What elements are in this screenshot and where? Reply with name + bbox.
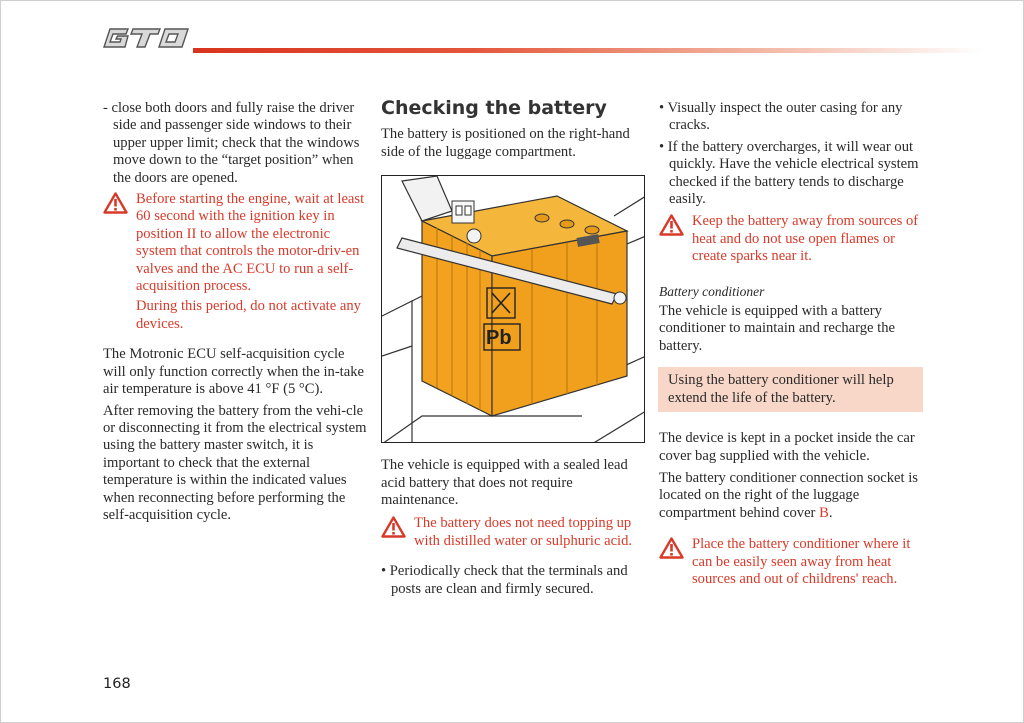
body-paragraph: The vehicle is equipped with a sealed lead acid battery that does not require maintenance. <box>381 457 628 509</box>
warning-notice <box>659 536 927 588</box>
warning-text: Before starting the engine, wait at least 60 second with the ignition key in position II to allow the electronic system that controls the motor-driv-en valves and the AC ECU to run a self-acquisition process. <box>136 191 365 295</box>
header-accent-line <box>193 48 983 53</box>
body-text: The battery conditioner connection socket is located on the right of the luggage compartment behind cover <box>659 469 918 521</box>
warning-text: Keep the battery away from sources of heat and do not use open flames or create sparks near it. <box>692 213 919 265</box>
warning-triangle-icon <box>381 516 406 538</box>
subheading: Battery conditioner <box>659 283 765 299</box>
column-left <box>103 100 368 524</box>
bullet-item: • If the battery overcharges, it will wear out quickly. Have the vehicle electrical system checked if the battery tends to discharge easily. <box>659 138 919 208</box>
page-number: 168 <box>103 676 131 692</box>
warning-text: During this period, do not activate any devices. <box>136 298 361 332</box>
warning-notice <box>381 515 646 550</box>
warning-triangle-icon <box>659 537 684 559</box>
body-paragraph: The device is kept in a pocket inside the car cover bag supplied with the vehicle. <box>659 430 915 464</box>
instruction-dash-item: - close both doors and fully raise the driver side and passenger side windows to their upper upper limit; check that the windows move down to the “target position” when the doors are opened. <box>103 100 360 186</box>
warning-text: Place the battery conditioner where it can be easily seen away from heat sources and out of childrens' reach. <box>692 536 911 587</box>
column-middle <box>381 97 646 598</box>
bullet-item: • Periodically check that the terminals and posts are clean and firmly secured. <box>381 563 628 597</box>
gto-logo <box>100 27 192 49</box>
body-paragraph <box>659 470 927 522</box>
cover-reference: B <box>819 504 829 521</box>
pb-label: Pb <box>486 327 512 350</box>
body-paragraph: The Motronic ECU self-acquisition cycle will only function correctly when the in-take air temperature is above 41 °F (5 °C). <box>103 346 364 398</box>
column-right <box>659 100 927 588</box>
warning-notice <box>103 191 368 333</box>
battery-illustration <box>381 175 645 443</box>
body-text: . <box>828 504 833 521</box>
body-paragraph: After removing the battery from the vehi-cle or disconnecting it from the electrical system using the battery master switch, it is important to check that the external temperature is within the indicated values when reconnecting before performing the self-acquisition cycle. <box>103 402 367 523</box>
note-text: Using the battery conditioner will help extend the life of the battery. <box>668 372 894 406</box>
warning-triangle-icon <box>103 192 128 214</box>
bullet-item: • Visually inspect the outer casing for any cracks. <box>659 100 903 134</box>
warning-triangle-icon <box>659 214 684 236</box>
body-paragraph: The battery is positioned on the right-hand side of the luggage compartment. <box>381 126 630 160</box>
section-title: Checking the battery <box>381 97 607 119</box>
warning-text: The battery does not need topping up with distilled water or sulphuric acid. <box>414 515 633 549</box>
body-paragraph: The vehicle is equipped with a battery conditioner to maintain and recharge the battery. <box>659 303 895 354</box>
note-box <box>658 367 923 412</box>
svg-text:GTO: GTO <box>100 27 103 28</box>
warning-notice <box>659 213 927 265</box>
